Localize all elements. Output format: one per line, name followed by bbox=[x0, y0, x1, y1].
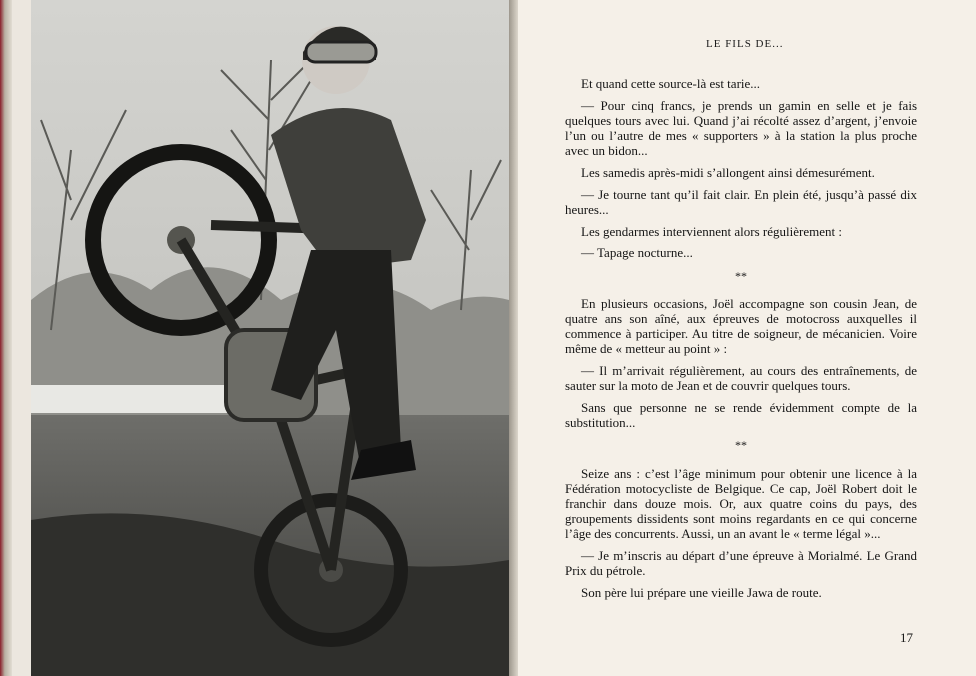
paragraph: — Pour cinq francs, je prends un gamin en selle et je fais quelques tours avec lui. Quand j’ai récolté assez d’argent, j’envoie l’un ou l’autre de mes « supporters » à la station la plus proche avec un bidon... bbox=[565, 97, 917, 159]
paragraph: Les gendarmes interviennent alors régulièrement : bbox=[581, 223, 842, 239]
photo-drawing bbox=[31, 0, 509, 676]
book-edge bbox=[0, 0, 12, 676]
paragraph: — Il m’arrivait régulièrement, au cours des entraînements, de sauter sur la moto de Jean et de couvrir quelques tours. bbox=[565, 363, 917, 394]
paragraph: Seize ans : c’est l’âge minimum pour obtenir une licence à la Fédération motocycliste de Belgique. Ce cap, Joël Robert doit le franchir dans douze mois. Or, aux quatre coins du pays, des groupements dissidents sont moins regardants en ce qui concerne l’âge des concurrents. Aussi, un an avant le « terme légal »... bbox=[565, 465, 917, 542]
paragraph: Son père lui prépare une vieille Jawa de route. bbox=[581, 584, 822, 600]
body-text bbox=[565, 76, 917, 607]
paragraph: — Je tourne tant qu’il fait clair. En plein été, jusqu’à passé dix heures... bbox=[565, 186, 917, 217]
paragraph: — Je m’inscris au départ d’une épreuve à Morialmé. Le Grand Prix du pétrole. bbox=[565, 548, 917, 579]
paragraph: Et quand cette source-là est tarie... bbox=[581, 76, 761, 91]
running-head: LE FILS DE... bbox=[706, 38, 784, 50]
motocross-wheelie-photo bbox=[31, 0, 509, 676]
section-separator: ** bbox=[735, 438, 747, 453]
paragraph: En plusieurs occasions, Joël accompagne son cousin Jean, de quatre ans son aîné, aux épreuves de motocross auxquelles il commence à participer. Au titre de soigneur, de mécanicien. Voire même de « metteur au point » : bbox=[565, 295, 917, 357]
goggles bbox=[306, 42, 376, 62]
paragraph: Sans que personne ne se rende évidemment compte de la substitution... bbox=[565, 399, 917, 431]
distant-building bbox=[31, 385, 231, 413]
page-number: 17 bbox=[900, 630, 913, 645]
paragraph: Les samedis après-midi s’allongent ainsi démesurément. bbox=[581, 165, 875, 181]
paragraph: — Tapage nocturne... bbox=[581, 245, 693, 261]
section-separator: ** bbox=[735, 268, 747, 283]
